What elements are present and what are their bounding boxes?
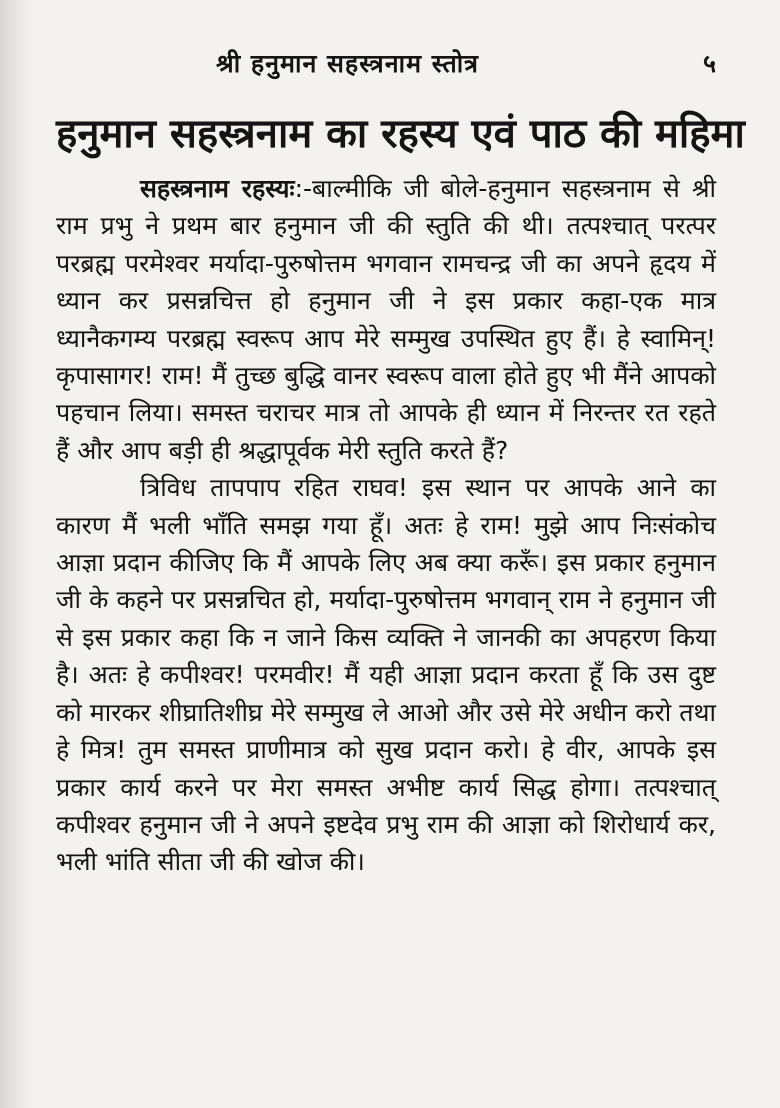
chapter-title: हनुमान सहस्त्रनाम का रहस्य एवं पाठ की महिमा [56, 111, 745, 157]
running-header [56, 40, 716, 90]
running-title: श्री हनुमान सहस्त्रनाम स्तोत्र [216, 49, 479, 78]
paragraph-1-text: :-बाल्मीकि जी बोले-हनुमान सहस्त्रनाम से श्री राम प्रभु ने प्रथम बार हनुमान जी की स्तुति की थी। तत्पश्चात् परत्पर परब्रह्म परमेश्वर मर्यादा-पुरुषोत्तम भगवान रामचन्द्र जी का अपने हृदय में ध्यान कर प्रसन्नचित्त हो हनुमान जी ने इस प्रकार कहा-एक मात्र ध्यानैकगम्य परब्रह्म स्वरूप आप मेरे सम्मुख उपस्थित हुए हैं। हे स्वामिन्! कृपासागर! राम! मैं तुच्छ बुद्धि वानर स्वरूप वाला होते हुए भी मैंने आपको पहचान लिया। समस्त चराचर मात्र तो आपके ही ध्यान में निरन्तर रत रहते हैं और आप बड़ी ही श्रद्धापूर्वक मेरी स्तुति करते हैं? [56, 174, 716, 465]
page-number: ५ [702, 49, 716, 78]
paragraph-2: त्रिविध तापपाप रहित राघव! इस स्थान पर आपके आने का कारण मैं भली भाँति समझ गया हूँ। अतः हे राम! मुझे आप निःसंकोच आज्ञा प्रदान कीजिए कि मैं आपके लिए अब क्या करूँ। इस प्रकार हनुमान जी के कहने पर प्रसन्नचित हो, मर्यादा-पुरुषोत्तम भगवान् राम ने हनुमान जी से इस प्रकार कहा कि न जाने किस व्यक्ति ने जानकी का अपहरण किया है। अतः हे कपीश्वर! परमवीर! मैं यही आज्ञा प्रदान करता हूँ कि उस दुष्ट को मारकर शीघ्रातिशीघ्र मेरे सम्मुख ले आओ और उसे मेरे अधीन करो तथा हे मित्र! तुम समस्त प्राणीमात्र को सुख प्रदान करो। हे वीर, आपके इस प्रकार कार्य करने पर मेरा समस्त अभीष्ट कार्य सिद्ध होगा। तत्पश्चात् कपीश्वर हनुमान जी ने अपने इष्टदेव प्रभु राम की आज्ञा को शिरोधार्य कर, भली भांति सीता जी की खोज की। [56, 473, 716, 877]
paragraph-1 [56, 170, 716, 469]
page-gutter-shadow [0, 0, 34, 1108]
paragraph-lead: सहस्त्रनाम रहस्यः [140, 174, 295, 203]
